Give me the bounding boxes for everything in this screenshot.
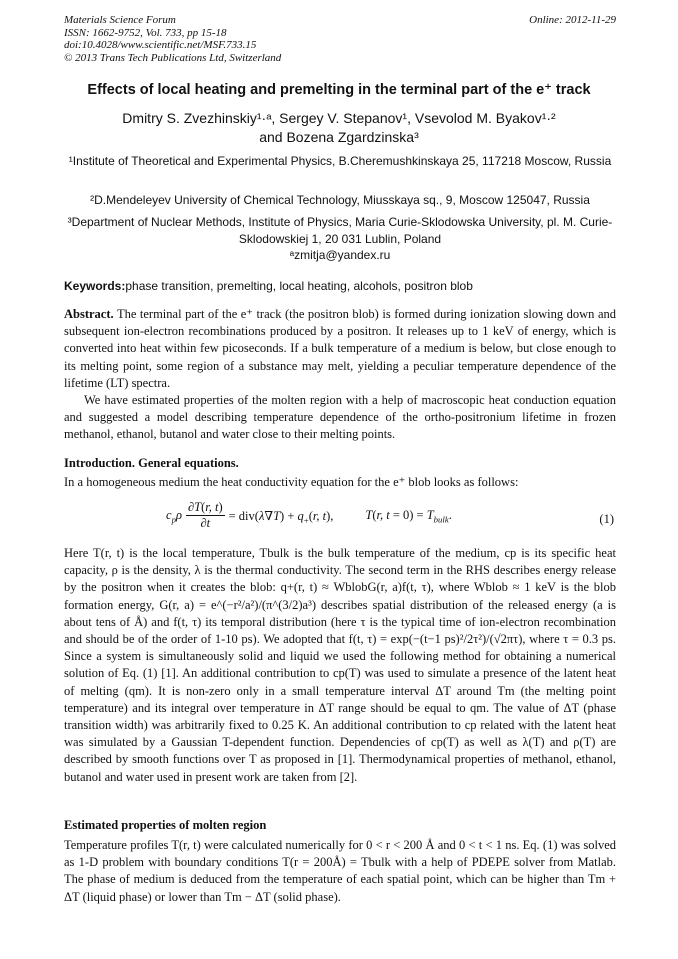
- paper-title: Effects of local heating and premelting in the terminal part of the e⁺ track: [87, 82, 591, 98]
- author-list: [40, 109, 638, 147]
- abstract-paragraph-1: The terminal part of the e⁺ track (the positron blob) is formed during ionization slowing down and subsequent ion-electron recombinations produced by a positron. It releases up to 1 keV of energy, which is converted into heat within few picoseconds. If a bulk temperature of a medium is below, but close enough to its melting point, some region of a substance may melt, yielding a peculiar temperature dependence of the lifetime (LT) spectra.: [64, 307, 616, 390]
- equation-number: (1): [599, 512, 614, 526]
- doi: doi:10.4028/www.scientific.net/MSF.733.15: [64, 39, 257, 52]
- abstract: [64, 306, 616, 444]
- equation-1: [64, 500, 616, 540]
- molten-heading: Estimated properties of molten region: [64, 818, 267, 832]
- molten-paragraph: Temperature profiles T(r, t) were calculated numerically for 0 < r < 200 Å and 0 < t < 1 ns. Eq. (1) was solved as 1-D problem with boundary conditions T(r = 200Å) = Tbulk with a help of PDEPE solver from Matlab. The phase of medium is deduced from the temperature of each spatial point, which can be higher than Tm + ΔT (liquid phase) or lower than Tm − ΔT (solid phase).: [64, 838, 616, 904]
- affiliation-3: ³Department of Nuclear Methods, Institute of Physics, Maria Curie-Sklodowska University, pl. M. Curie-Sklodowskiej 1, 20 031 Lublin, Poland: [67, 215, 613, 246]
- journal-header: [64, 14, 616, 64]
- keywords-label: Keywords:: [64, 279, 126, 293]
- online-date: Online: 2012-11-29: [529, 14, 616, 26]
- keywords: [64, 279, 616, 293]
- abstract-paragraph-2: We have estimated properties of the molten region with a help of macroscopic heat conduction equation and suggested a model describing temperature dependence of the ortho-positronium lifetime in frozen methanol, ethanol, butanol and water close to their melting points.: [64, 393, 616, 442]
- affiliation-2: ²D.Mendeleyev University of Chemical Technology, Miusskaya sq., 9, Moscow 125047, Russia: [90, 193, 590, 207]
- copyright: © 2013 Trans Tech Publications Ltd, Switzerland: [64, 51, 282, 64]
- keywords-text: phase transition, premelting, local heating, alcohols, positron blob: [125, 279, 473, 293]
- authors-line-1: Dmitry S. Zvezhinskiy¹·ᵃ, Sergey V. Stepanov¹, Vsevolod M. Byakov¹·²: [122, 110, 556, 126]
- affiliation-1: ¹Institute of Theoretical and Experimental Physics, B.Cheremushkinskaya 25, 117218 Moscow, Russia: [68, 154, 612, 168]
- equation-body: $c_p\rho$ $\frac{\partial T(r, t)}{\partial t}$ = $div(\lambda\nabla T) + q_+(r$, t), T(r, $t = 0) = T_{bulk}$.: [166, 500, 452, 530]
- authors-line-2: and Bozena Zgardzinska³: [259, 129, 419, 145]
- intro-lead: In a homogeneous medium the heat conductivity equation for the e⁺ blob looks as follows:: [64, 475, 519, 489]
- intro-heading: Introduction. General equations.: [64, 456, 239, 470]
- issn: ISSN: 1662-9752, Vol. 733, pp 15-18: [64, 26, 227, 39]
- journal-name: Materials Science Forum: [64, 14, 176, 26]
- abstract-label: Abstract.: [64, 307, 114, 321]
- intro-paragraph: Here T(r, t) is the local temperature, Tbulk is the bulk temperature of the medium, cp is its specific heat capacity, ρ is the density, λ is the thermal conductivity. The second term in the RHS describes energy release by the positron when it creates the blob: q+(r, t) ≈ WblobG(r, a)f(t, τ), where Wblob ≈ 1 keV is the blob formation energy, G(r, a) = e^(−r²/a²)/(π^(3/2)a³) describes spatial distribution of the released energy (a is about tens of Å) and f(t, τ) its temporal distribution (here τ is the typical time of ion-electron recombination and should be of the order of 1-10 ps). We adopted that f(t, τ) = exp(−(t−1 ps)²/2τ²)/(√2πτ), where τ = 0.3 ps. Since a system is simultaneously solid and liquid we used the following method for obtaining a numerical solution of Eq. (1) [1]. An additional contribution to cp(T) was used to simulate a presence of the latent heat of melting (qm). It is non-zero only in a small temperature interval ΔT around Tm (the melting point temperature) and its integral over temperature in ΔT range should be equal to qm. The value of ΔT (phase transition width) was arbitrarily fixed to 0.25 K. An additional contribution to cp related with the latent heat was simulated by a Gaussian T-dependent function. Dependencies of cp(T) as well as λ(T) and ρ(T) are described by smooth functions over T as proposed in [1]. Thermodynamical properties of methanol, ethanol, butanol and water used in present work are taken from [2].: [64, 546, 616, 784]
- author-email: ᵃzmitja@yandex.ru: [289, 248, 391, 262]
